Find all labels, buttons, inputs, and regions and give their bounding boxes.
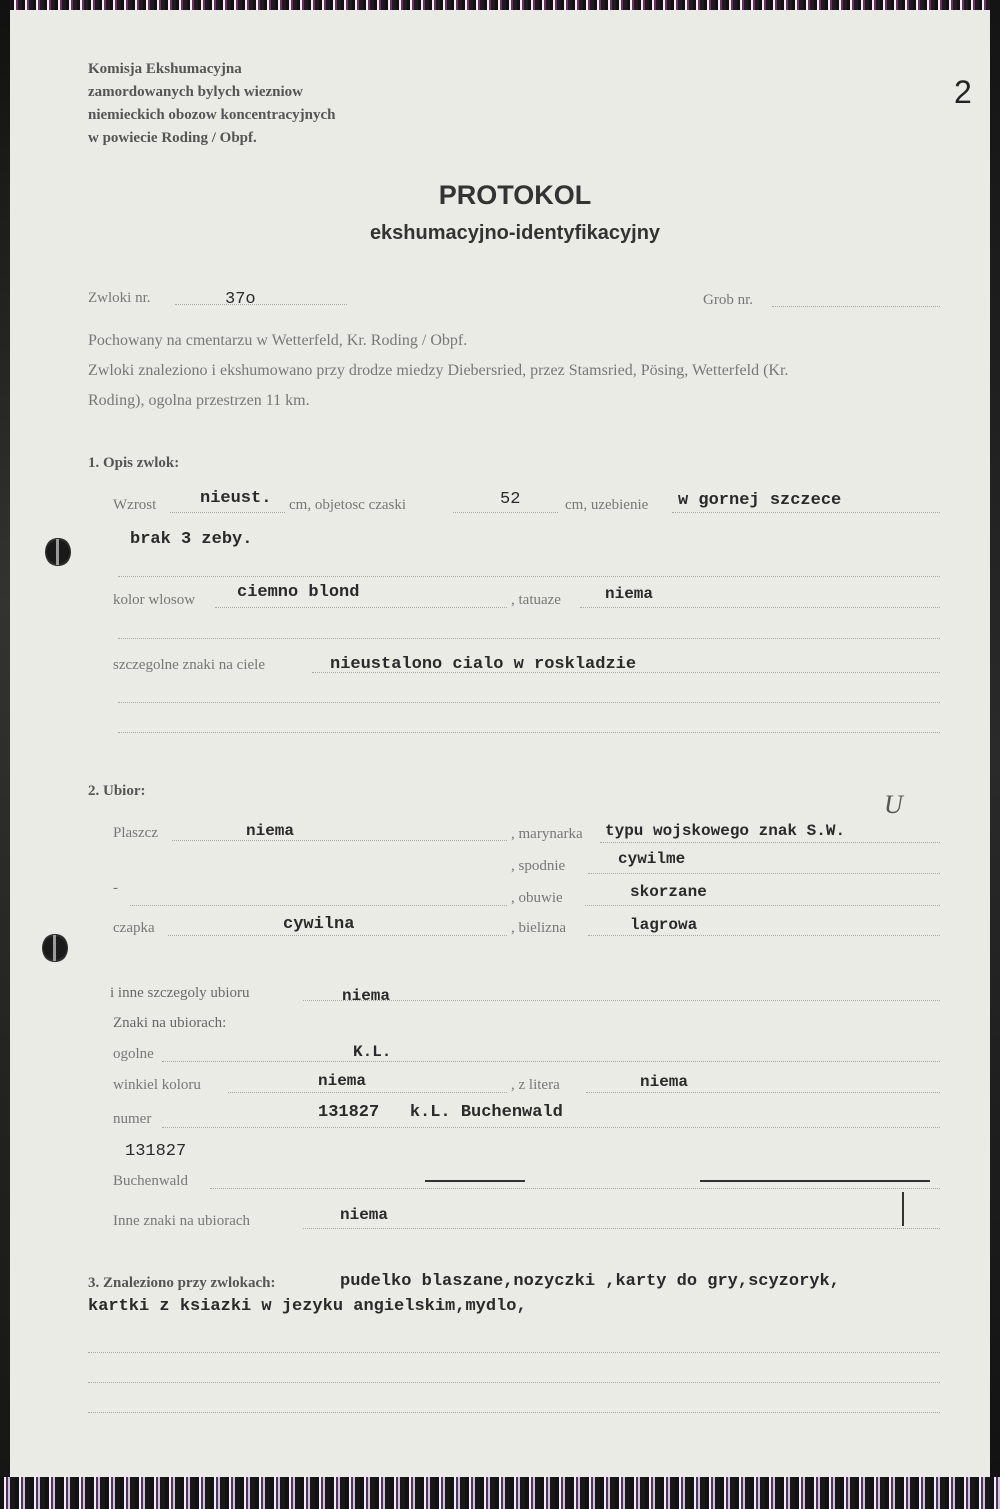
plaszcz-value: niema [246,822,295,840]
czaszka-line [453,512,558,513]
spodnie-line [588,873,940,874]
wlosy-value: ciemno blond [237,583,360,602]
litera-value: niema [640,1073,689,1091]
winkiel-line [228,1092,507,1093]
tatuaze-line [580,607,940,608]
marynarka-label: , marynarka [511,826,583,842]
uzebienie-line [672,512,940,513]
page-number: 2 [954,74,972,110]
scan-border-bottom [0,1477,1000,1509]
inne-znaki-label: Inne znaki na ubiorach [113,1213,251,1229]
ogolne-label: ogolne [113,1046,154,1062]
wlosy-label: kolor wlosow [113,592,196,608]
found-items-line-3 [88,1382,940,1383]
page-subtitle: ekshumacyjno-identyfikacyjny [369,222,661,244]
found-items-line-2 [88,1352,940,1353]
ogolne-line [162,1061,940,1062]
marynarka-value: typu wojskowego znak S.W. [605,822,846,840]
winkiel-value: niema [318,1072,367,1090]
czapka-label: czapka [113,920,155,936]
bielizna-label: , bielizna [511,920,566,936]
punch-hole-bottom [42,933,68,963]
marynarka-handwritten-note: U [884,790,903,819]
header-block [88,58,335,150]
cm-label: cm, objetosc czaski [289,497,407,513]
buchenwald-label: Buchenwald [113,1173,188,1189]
znaki-ubiory-label: Znaki na ubiorach: [113,1015,227,1031]
scan-border-top [0,0,1000,10]
znaki-ciala-line-3 [118,732,940,733]
found-items-line-4 [88,1412,940,1413]
uzebienie-value-cont: brak 3 zeby. [130,530,253,549]
bielizna-value: lagrowa [630,916,698,934]
litera-line [586,1092,940,1093]
czapka-line [168,935,507,936]
page-title: PROTOKOL [438,180,592,210]
header-line: zamordowanych bylych wiezniow [88,84,303,100]
bielizna-line [588,935,940,936]
found-items-line: pudelko blaszane,nozyczki ,karty do gry,scyzoryk, [340,1272,840,1291]
wlosy-line [215,607,507,608]
header-line: w powiecie Roding / Obpf. [88,130,257,146]
wzrost-value: nieust. [200,489,272,508]
uzebienie-line-2 [118,576,940,577]
burial-line: Pochowany na cmentarzu w Wetterfeld, Kr. Roding / Obpf. [88,332,468,349]
found-items-line-cont: kartki z ksiazki w jezyku angielskim,mydlo, [88,1297,527,1316]
inne-szczegoly-label: i inne szczegoly ubioru [110,985,250,1001]
winkiel-label: winkiel koloru [113,1077,201,1093]
zwloki-line [175,304,347,305]
zwloki-value: 37o [225,290,256,309]
section-2-heading: 2. Ubior: [88,783,146,799]
exhumation-line-cont: Roding), ogolna przestrzen 11 km. [88,392,310,409]
grob-label: Grob nr. [703,292,753,308]
czapka-value: cywilna [283,915,355,934]
tatuaze-label: , tatuaze [511,592,561,608]
plaszcz-line [172,840,507,841]
punch-hole-top [45,537,71,567]
ogolne-value: K.L. [353,1043,392,1061]
uzebienie-value: w gornej szczece [678,491,842,510]
buchenwald-line [210,1188,940,1189]
spodnie-label: , spodnie [511,858,566,874]
inne-znaki-value: niema [340,1206,389,1224]
marynarka-line [600,842,940,843]
znaki-ciala-line-2 [118,702,940,703]
struck-out-text [425,1180,525,1182]
inne-szczegoly-line [303,1000,940,1001]
grob-line [772,306,940,307]
inne-znaki-line [303,1228,940,1229]
numer-line [162,1127,940,1128]
numer-value-cont: 131827 [125,1142,187,1161]
litera-label: , z litera [511,1077,560,1093]
blank-line [130,905,507,906]
obuwie-line [585,905,940,906]
znaki-ciala-value: nieustalono cialo w roskladzie [330,655,637,674]
numer-label: numer [113,1111,152,1127]
dash-label: - [113,880,118,896]
wzrost-line [170,512,285,513]
section-1-heading: 1. Opis zwlok: [88,455,180,471]
wzrost-label: Wzrost [113,497,157,513]
margin-mark [902,1192,904,1226]
plaszcz-label: Plaszcz [113,825,158,841]
numer-value: 131827 k.L. Buchenwald [318,1103,563,1122]
header-line: Komisja Ekshumacyjna [88,61,242,77]
inne-szczegoly-value: niema [342,987,391,1005]
tatuaze-line-2 [118,638,940,639]
zwloki-label: Zwloki nr. [88,290,151,306]
exhumation-line: Zwloki znaleziono i ekshumowano przy drodze miedzy Diebersried, przez Stamsried, Pösing, Wetterfeld (Kr. [88,362,789,379]
section-3-heading: 3. Znaleziono przy zwlokach: [88,1275,276,1291]
tatuaze-value: niema [605,585,654,603]
obuwie-label: , obuwie [511,890,563,906]
spodnie-value: cywilme [618,850,686,868]
header-line: niemieckich obozow koncentracyjnych [88,107,336,123]
uzebienie-label: cm, uzebienie [565,497,649,513]
struck-out-text [700,1180,930,1182]
znaki-ciala-label: szczegolne znaki na ciele [113,657,265,673]
czaszka-value: 52 [500,490,521,509]
obuwie-value: skorzane [630,883,707,901]
